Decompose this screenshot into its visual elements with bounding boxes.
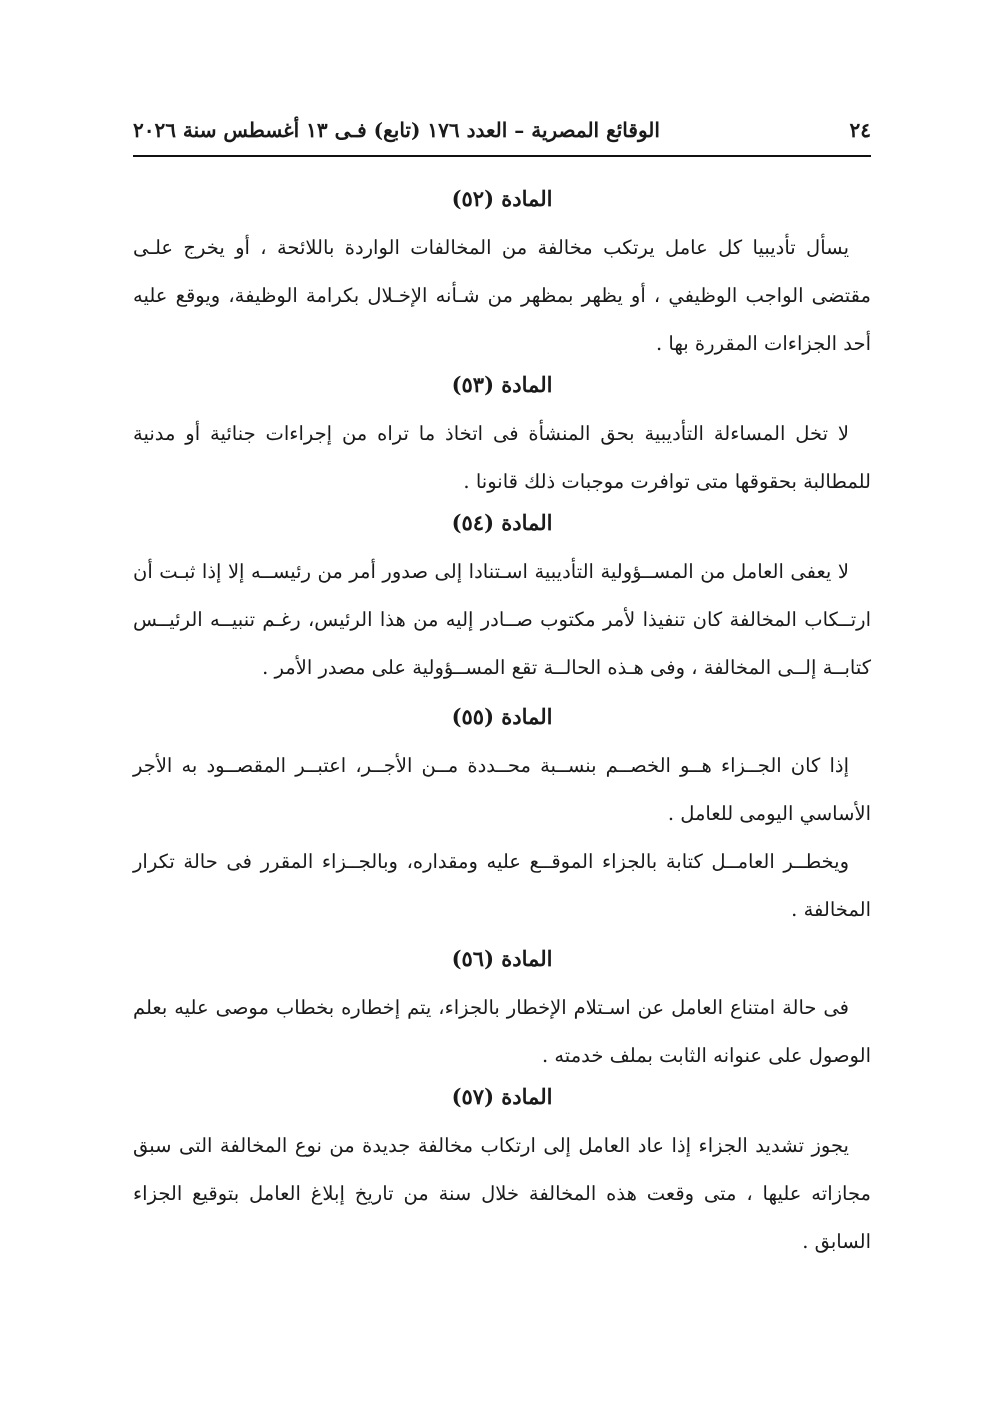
article-title: المادة (٥٤) (451, 510, 553, 535)
article-title: المادة (٥٥) (451, 704, 553, 729)
article-53 (133, 368, 871, 506)
article-55 (133, 700, 871, 934)
header-divider (133, 155, 871, 157)
article-paragraph: إذا كان الجــزاء هــو الخصــم بنســبة محــددة مــن الأجــر، اعتبــر المقصــود به الأجر الأساسي اليومى للعامل . (133, 754, 871, 825)
article-title: المادة (٥٢) (451, 186, 553, 211)
article-paragraph: لا تخل المساءلة التأديبية بحق المنشأة فى اتخاذ ما تراه من إجراءات جنائية أو مدنية للمطالبة بحقوقها متى توافرت موجبات ذلك قانونا . (133, 422, 871, 493)
article-paragraph: فى حالة امتناع العامل عن اسـتلام الإخطار بالجزاء، يتم إخطاره بخطاب موصى عليه بعلم الوصول على عنوانه الثابت بملف خدمته . (133, 996, 871, 1067)
page-header (133, 108, 871, 152)
article-52 (133, 182, 871, 368)
article-title: المادة (٥٧) (451, 1084, 553, 1109)
running-title: الوقائع المصرية – العدد ١٧٦ (تابع) فـى ١٣ أغسطس سنة ٢٠٢٦ (133, 118, 660, 142)
page-body (133, 182, 871, 1266)
article-paragraph: لا يعفى العامل من المســؤولية التأديبية اسـتنادا إلى صدور أمر من رئيســه إلا إذا ثبـت أن ارتــكاب المخالفة كان تنفيذا لأمر مكتوب صــادر إليه من هذا الرئيس، رغـم تنبيــه الرئيــس كتابــة إلــى المخالفة ، وفى هـذه الحالــة تقع المســؤولية على مصدر الأمر . (133, 560, 871, 679)
article-57 (133, 1080, 871, 1266)
article-56 (133, 942, 871, 1080)
article-54 (133, 506, 871, 692)
article-paragraph: يجوز تشديد الجزاء إذا عاد العامل إلى ارتكاب مخالفة جديدة من نوع المخالفة التى سبق مجازاته عليها ، متى وقعت هذه المخالفة خلال سنة من تاريخ إبلاغ العامل بتوقيع الجزاء السابق . (133, 1134, 871, 1253)
article-title: المادة (٥٣) (451, 372, 553, 397)
page-number: ٢٤ (849, 118, 871, 142)
article-paragraph: يسأل تأديبيا كل عامل يرتكب مخالفة من المخالفات الواردة باللائحة ، أو يخرج علـى مقتضى الواجب الوظيفي ، أو يظهر بمظهر من شـأنه الإخـلال بكرامة الوظيفة، ويوقع عليه أحد الجزاءات المقررة بها . (133, 236, 871, 355)
article-paragraph: ويخطــر العامــل كتابة بالجزاء الموقــع عليه ومقداره، وبالجــزاء المقرر فى حالة تكرار المخالفة . (133, 850, 871, 921)
article-title: المادة (٥٦) (451, 946, 553, 971)
